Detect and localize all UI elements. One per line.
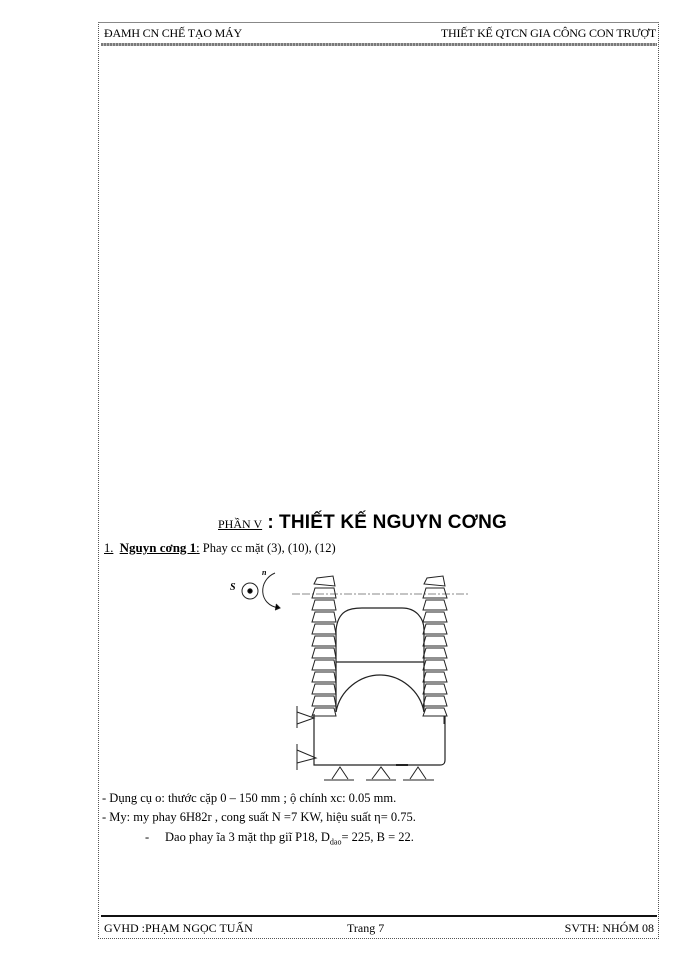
section-heading: THIẾT KẾ NGUYN CƠNG	[279, 512, 507, 533]
right-cutter-stack	[423, 576, 447, 724]
spec-cutter-subscript: dao	[329, 837, 342, 847]
bullet-dash: -	[145, 830, 150, 844]
operation-description: Phay cc mặt (3), (10), (12)	[199, 541, 336, 555]
spec-cutter-text: Dao phay ĩa 3 mặt thp giĩ P18, D	[165, 830, 330, 844]
rotation-label-n: n	[262, 568, 267, 577]
header-right: THIẾT KẾ QTCN GIA CÔNG CON TRƯỢT	[440, 26, 656, 40]
rotation-arrow-icon	[263, 573, 279, 608]
spec-cutter-tail: = 225, B = 22.	[341, 830, 414, 844]
footer-page-number: Trang 7	[347, 921, 385, 935]
footer-instructor: GVHD :PHẠM NGỌC TUẤN	[104, 921, 253, 935]
footer-students: SVTH: NHÓM 08	[564, 921, 654, 935]
operation-number: 1.	[104, 541, 114, 555]
feed-label-s: S	[230, 582, 236, 593]
section-label: PHẦN V	[218, 517, 263, 531]
spec-machine: - My: my phay 6H82r , cong suất N =7 KW, hiệu suất η= 0.75.	[102, 810, 416, 824]
footer-rule	[101, 915, 657, 917]
operation-colon: :	[196, 541, 200, 555]
operation-name: Nguyn cơng 1	[119, 540, 197, 555]
spec-cutter	[145, 830, 414, 847]
spec-measuring-tool: - Dụng cụ o: thước cặp 0 – 150 mm ; ộ chính xc: 0.05 mm.	[102, 791, 397, 805]
bottom-supports	[324, 767, 434, 780]
left-cutter-stack	[312, 576, 336, 716]
header-left: ĐAMH CN CHẾ TẠO MÁY	[104, 26, 242, 40]
section-colon: :	[262, 512, 280, 533]
